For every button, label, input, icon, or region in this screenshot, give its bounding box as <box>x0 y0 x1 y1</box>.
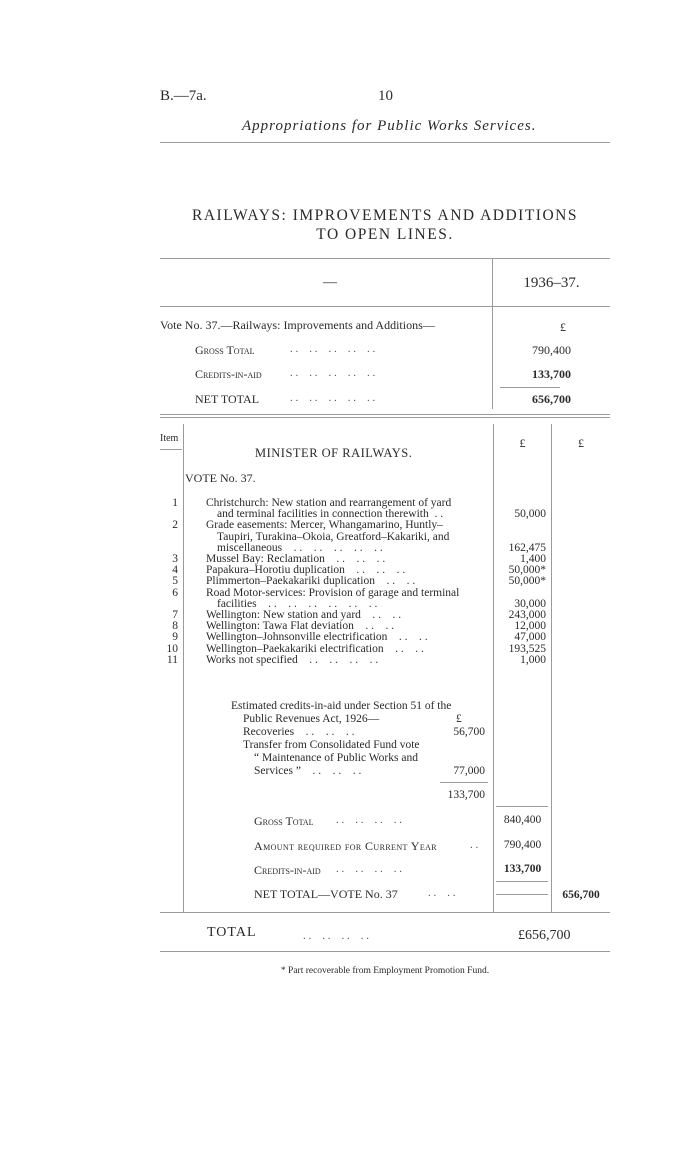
item-number: 1 <box>172 497 178 509</box>
item-description-line: and terminal facilities in connection therewith . . <box>217 508 444 521</box>
item-number: 5 <box>172 575 178 588</box>
running-title: Appropriations for Public Works Services. <box>242 118 537 134</box>
item-header: Item <box>160 433 179 444</box>
transfer-value: 77,000 <box>453 765 485 777</box>
detail-credits-value: 133,700 <box>503 863 542 875</box>
item-description-line: Taupiri, Turakina–Okoia, Greatford–Kakariki, and <box>217 530 450 543</box>
summary-bottom-rule-1 <box>160 414 610 415</box>
item-description-line: facilities . . . . . . . . . . . . <box>217 597 378 610</box>
item-amount: 193,525 <box>508 642 546 655</box>
summary-credits-dots: . . . . . . . . . . <box>290 367 376 379</box>
item-number: 4 <box>172 564 178 577</box>
detail-credits-label: Credits-in-aid <box>254 863 321 877</box>
summary-credits-value: 133,700 <box>532 367 571 381</box>
grand-total-dots: . . . . . . . . <box>303 930 369 942</box>
detail-bottom-rule <box>160 912 610 913</box>
item-description-line: Grade easements: Mercer, Whangamarino, Huntly– <box>206 519 443 532</box>
summary-currency: £ <box>560 320 566 334</box>
item-amount: 243,000 <box>508 609 546 621</box>
amount-column-divider-2 <box>551 424 552 912</box>
summary-net-total-dots: . . . . . . . . . . <box>290 392 376 404</box>
recoveries-value: 56,700 <box>453 726 485 738</box>
document-reference: B.—7a. <box>160 88 207 104</box>
summary-net-rule <box>500 387 560 388</box>
footnote: * Part recoverable from Employment Promotion Fund. <box>280 966 490 976</box>
totals-top-rule <box>496 806 548 807</box>
recoveries-label: Recoveries . . . . . . <box>243 726 355 738</box>
item-description-line: Wellington: Tawa Flat deviation . . . . <box>206 620 395 633</box>
net-total-under-rule <box>496 894 548 895</box>
item-description-line: Christchurch: New station and rearrangement of yard <box>206 497 452 509</box>
item-amount: 50,000 <box>514 508 546 521</box>
detail-gross-total-label: Gross Total <box>254 814 314 828</box>
item-number: 8 <box>172 620 178 633</box>
item-number: 3 <box>172 553 178 565</box>
page-title-line2: TO OPEN LINES. <box>316 226 454 243</box>
summary-net-total-label: NET TOTAL <box>195 392 260 406</box>
item-number: 9 <box>172 631 178 644</box>
item-number: 11 <box>166 653 178 666</box>
summary-description-header: — <box>323 275 337 290</box>
amount-required-value: 790,400 <box>503 839 542 851</box>
item-amount: 50,000* <box>508 564 546 577</box>
page-number: 10 <box>378 88 393 104</box>
grand-total-label: TOTAL <box>207 925 257 940</box>
summary-gross-total-dots: . . . . . . . . . . <box>290 343 376 355</box>
detail-currency-1: £ <box>519 436 526 450</box>
item-description-line: Wellington–Paekakariki electrification . . . . <box>206 642 424 655</box>
item-number: 6 <box>172 586 178 599</box>
item-description-line: Works not specified . . . . . . . . <box>206 653 379 666</box>
detail-gross-total-dots: . . . . . . . . <box>336 814 402 826</box>
detail-gross-total-value: 840,400 <box>503 814 542 826</box>
item-number: 10 <box>166 642 178 655</box>
header-rule <box>160 142 610 143</box>
summary-net-total-value: 656,700 <box>532 392 571 406</box>
item-amount: 30,000 <box>514 597 546 610</box>
transfer-line1: Transfer from Consolidated Fund vote <box>243 739 420 751</box>
item-amount: 1,000 <box>520 653 546 666</box>
vote-heading: VOTE No. 37. <box>185 471 256 485</box>
ministry-heading: MINISTER OF RAILWAYS. <box>255 446 413 460</box>
net-total-vote-value: 656,700 <box>562 889 600 901</box>
item-description-line: miscellaneous . . . . . . . . . . <box>217 541 383 554</box>
item-description-line: Mussel Bay: Reclamation . . . . . . <box>206 553 386 565</box>
credits-note-line2: Public Revenues Act, 1926— <box>243 713 380 725</box>
net-total-vote-label: NET TOTAL—VOTE No. 37 <box>254 887 398 901</box>
item-amount: 162,475 <box>508 541 546 554</box>
credits-subtotal: 133,700 <box>447 789 485 801</box>
net-total-rule <box>496 881 548 882</box>
amount-required-label: Amount required for Current Year <box>254 839 438 853</box>
transfer-line2: “ Maintenance of Public Works and <box>254 752 418 764</box>
summary-bottom-rule-2 <box>160 417 610 418</box>
summary-gross-total-value: 790,400 <box>532 343 571 357</box>
summary-credits-label: Credits-in-aid <box>195 367 262 381</box>
summary-gross-total-label: Gross Total <box>195 343 255 357</box>
item-description-line: Plimmerton–Paekakariki duplication . . . . <box>206 575 416 588</box>
item-description-line: Papakura–Horotiu duplication . . . . . . <box>206 564 406 577</box>
amount-required-dots: . . <box>470 839 479 851</box>
item-number: 7 <box>172 609 178 621</box>
item-column-divider <box>183 424 184 912</box>
detail-credits-dots: . . . . . . . . <box>336 863 402 875</box>
page-title-line1: RAILWAYS: IMPROVEMENTS AND ADDITIONS <box>192 207 578 224</box>
credits-note-line1: Estimated credits-in-aid under Section 51 of the <box>231 700 452 712</box>
net-total-vote-dots: . . . . <box>428 887 456 899</box>
item-amount: 47,000 <box>514 631 546 644</box>
transfer-line3: Services ” . . . . . . <box>254 765 362 777</box>
credits-subtotal-rule <box>440 782 488 783</box>
item-number: 2 <box>172 519 178 532</box>
credits-note-pound: £ <box>456 713 462 725</box>
grand-total-rule <box>160 951 610 952</box>
item-amount: 12,000 <box>514 620 546 633</box>
summary-top-rule <box>160 258 610 259</box>
item-amount: 1,400 <box>520 553 546 565</box>
summary-vote-line: Vote No. 37.—Railways: Improvements and Additions— <box>160 318 435 332</box>
detail-currency-2: £ <box>578 436 584 450</box>
grand-total-value: £656,700 <box>518 928 571 943</box>
item-description-line: Wellington: New station and yard . . . . <box>206 609 402 621</box>
item-description-line: Road Motor-services: Provision of garage and terminal <box>206 586 460 599</box>
item-header-rule <box>160 449 182 450</box>
item-description-line: Wellington–Johnsonville electrification . . . . <box>206 631 428 644</box>
summary-year-header: 1936–37. <box>523 275 580 291</box>
item-amount: 50,000* <box>508 575 546 588</box>
summary-header-rule <box>160 306 610 307</box>
